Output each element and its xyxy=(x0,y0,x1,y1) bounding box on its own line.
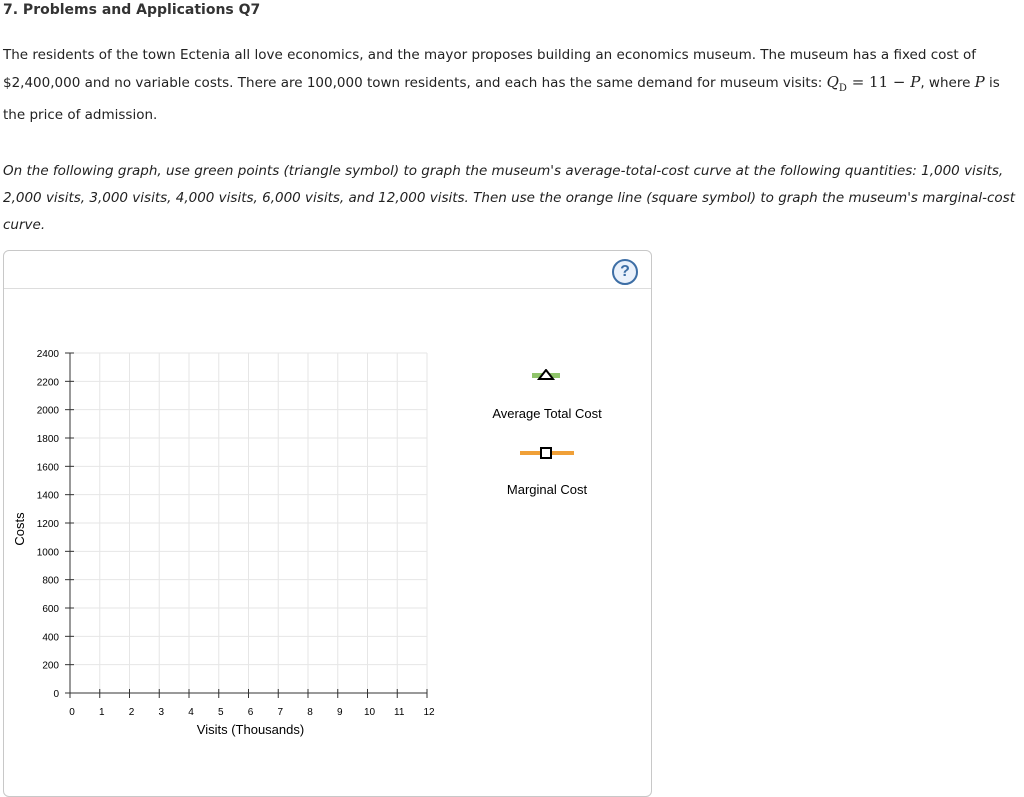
x-tick-label: 3 xyxy=(158,707,165,718)
y-tick-label: 1000 xyxy=(36,547,59,559)
y-tick-label: 600 xyxy=(42,604,59,615)
x-tick-label: 7 xyxy=(277,707,284,718)
y-axis-label: Costs xyxy=(12,512,27,546)
demand-equation xyxy=(826,73,921,94)
y-tick-label: 400 xyxy=(42,632,59,644)
atc-tool[interactable] xyxy=(530,369,564,383)
x-tick-label: 5 xyxy=(217,707,224,718)
intro-part3: is the price of admission. xyxy=(3,75,1000,123)
y-tick-label: 0 xyxy=(53,689,59,700)
x-tick-label: 0 xyxy=(69,707,75,718)
x-axis-label: Visits (Thousands) xyxy=(196,722,305,737)
intro-part1: The residents of the town Ectenia all love economics, and the mayor proposes building an economics museum. The museum has a fixed cost of $2,400,000 and no variable costs. There are 100,000 town residents, and each has the same demand for museum visits: xyxy=(3,47,977,91)
price-var: P xyxy=(974,73,985,91)
problem-text xyxy=(3,42,1018,129)
y-tick-label: 2200 xyxy=(36,377,59,389)
cost-graph[interactable] xyxy=(4,251,651,791)
y-tick-label: 200 xyxy=(42,660,59,672)
intro-part2: , where xyxy=(920,75,975,91)
y-tick-label: 2000 xyxy=(36,405,59,417)
y-tick-label: 1200 xyxy=(36,519,59,530)
eq-q: Q xyxy=(826,73,839,91)
instructions-text: On the following graph, use green points (triangle symbol) to graph the museum's average-total-cost curve at the following quantities: 1,000 visits, 2,000 visits, 3,000 visits, 4,000 visits, 6,000 visits, and 12,000 visits. Then use the orange line (square symbol) to graph the museum's marginal-cost curve. xyxy=(3,163,1015,233)
atc-legend-label: Average Total Cost xyxy=(492,406,602,421)
eq-p: P xyxy=(910,73,921,91)
y-tick-label: 1600 xyxy=(36,462,59,474)
x-tick-label: 6 xyxy=(247,707,254,718)
x-tick-label: 4 xyxy=(188,707,194,718)
x-tick-label: 9 xyxy=(336,707,343,718)
help-button[interactable]: ? xyxy=(612,259,638,285)
page-title: 7. Problems and Applications Q7 xyxy=(3,2,261,18)
x-tick-label: 12 xyxy=(423,707,435,718)
y-tick-label: 2400 xyxy=(36,349,59,360)
x-tick-label: 11 xyxy=(394,707,405,718)
square-icon xyxy=(541,448,551,458)
x-tick-label: 1 xyxy=(98,707,105,718)
eq-rest: = 11 − xyxy=(846,73,911,91)
y-tick-label: 800 xyxy=(42,575,59,587)
x-tick-label: 8 xyxy=(307,707,313,718)
y-tick-label: 1400 xyxy=(36,490,59,502)
y-tick-label: 1800 xyxy=(36,434,59,445)
graph-panel xyxy=(3,250,652,797)
grid-lines xyxy=(70,353,427,693)
y-axis-ticks xyxy=(37,349,74,700)
mc-legend-label: Marginal Cost xyxy=(506,482,588,497)
x-tick-label: 2 xyxy=(128,707,135,718)
mc-tool[interactable] xyxy=(519,445,575,461)
x-tick-label: 10 xyxy=(363,707,376,718)
eq-sub: D xyxy=(838,83,847,94)
